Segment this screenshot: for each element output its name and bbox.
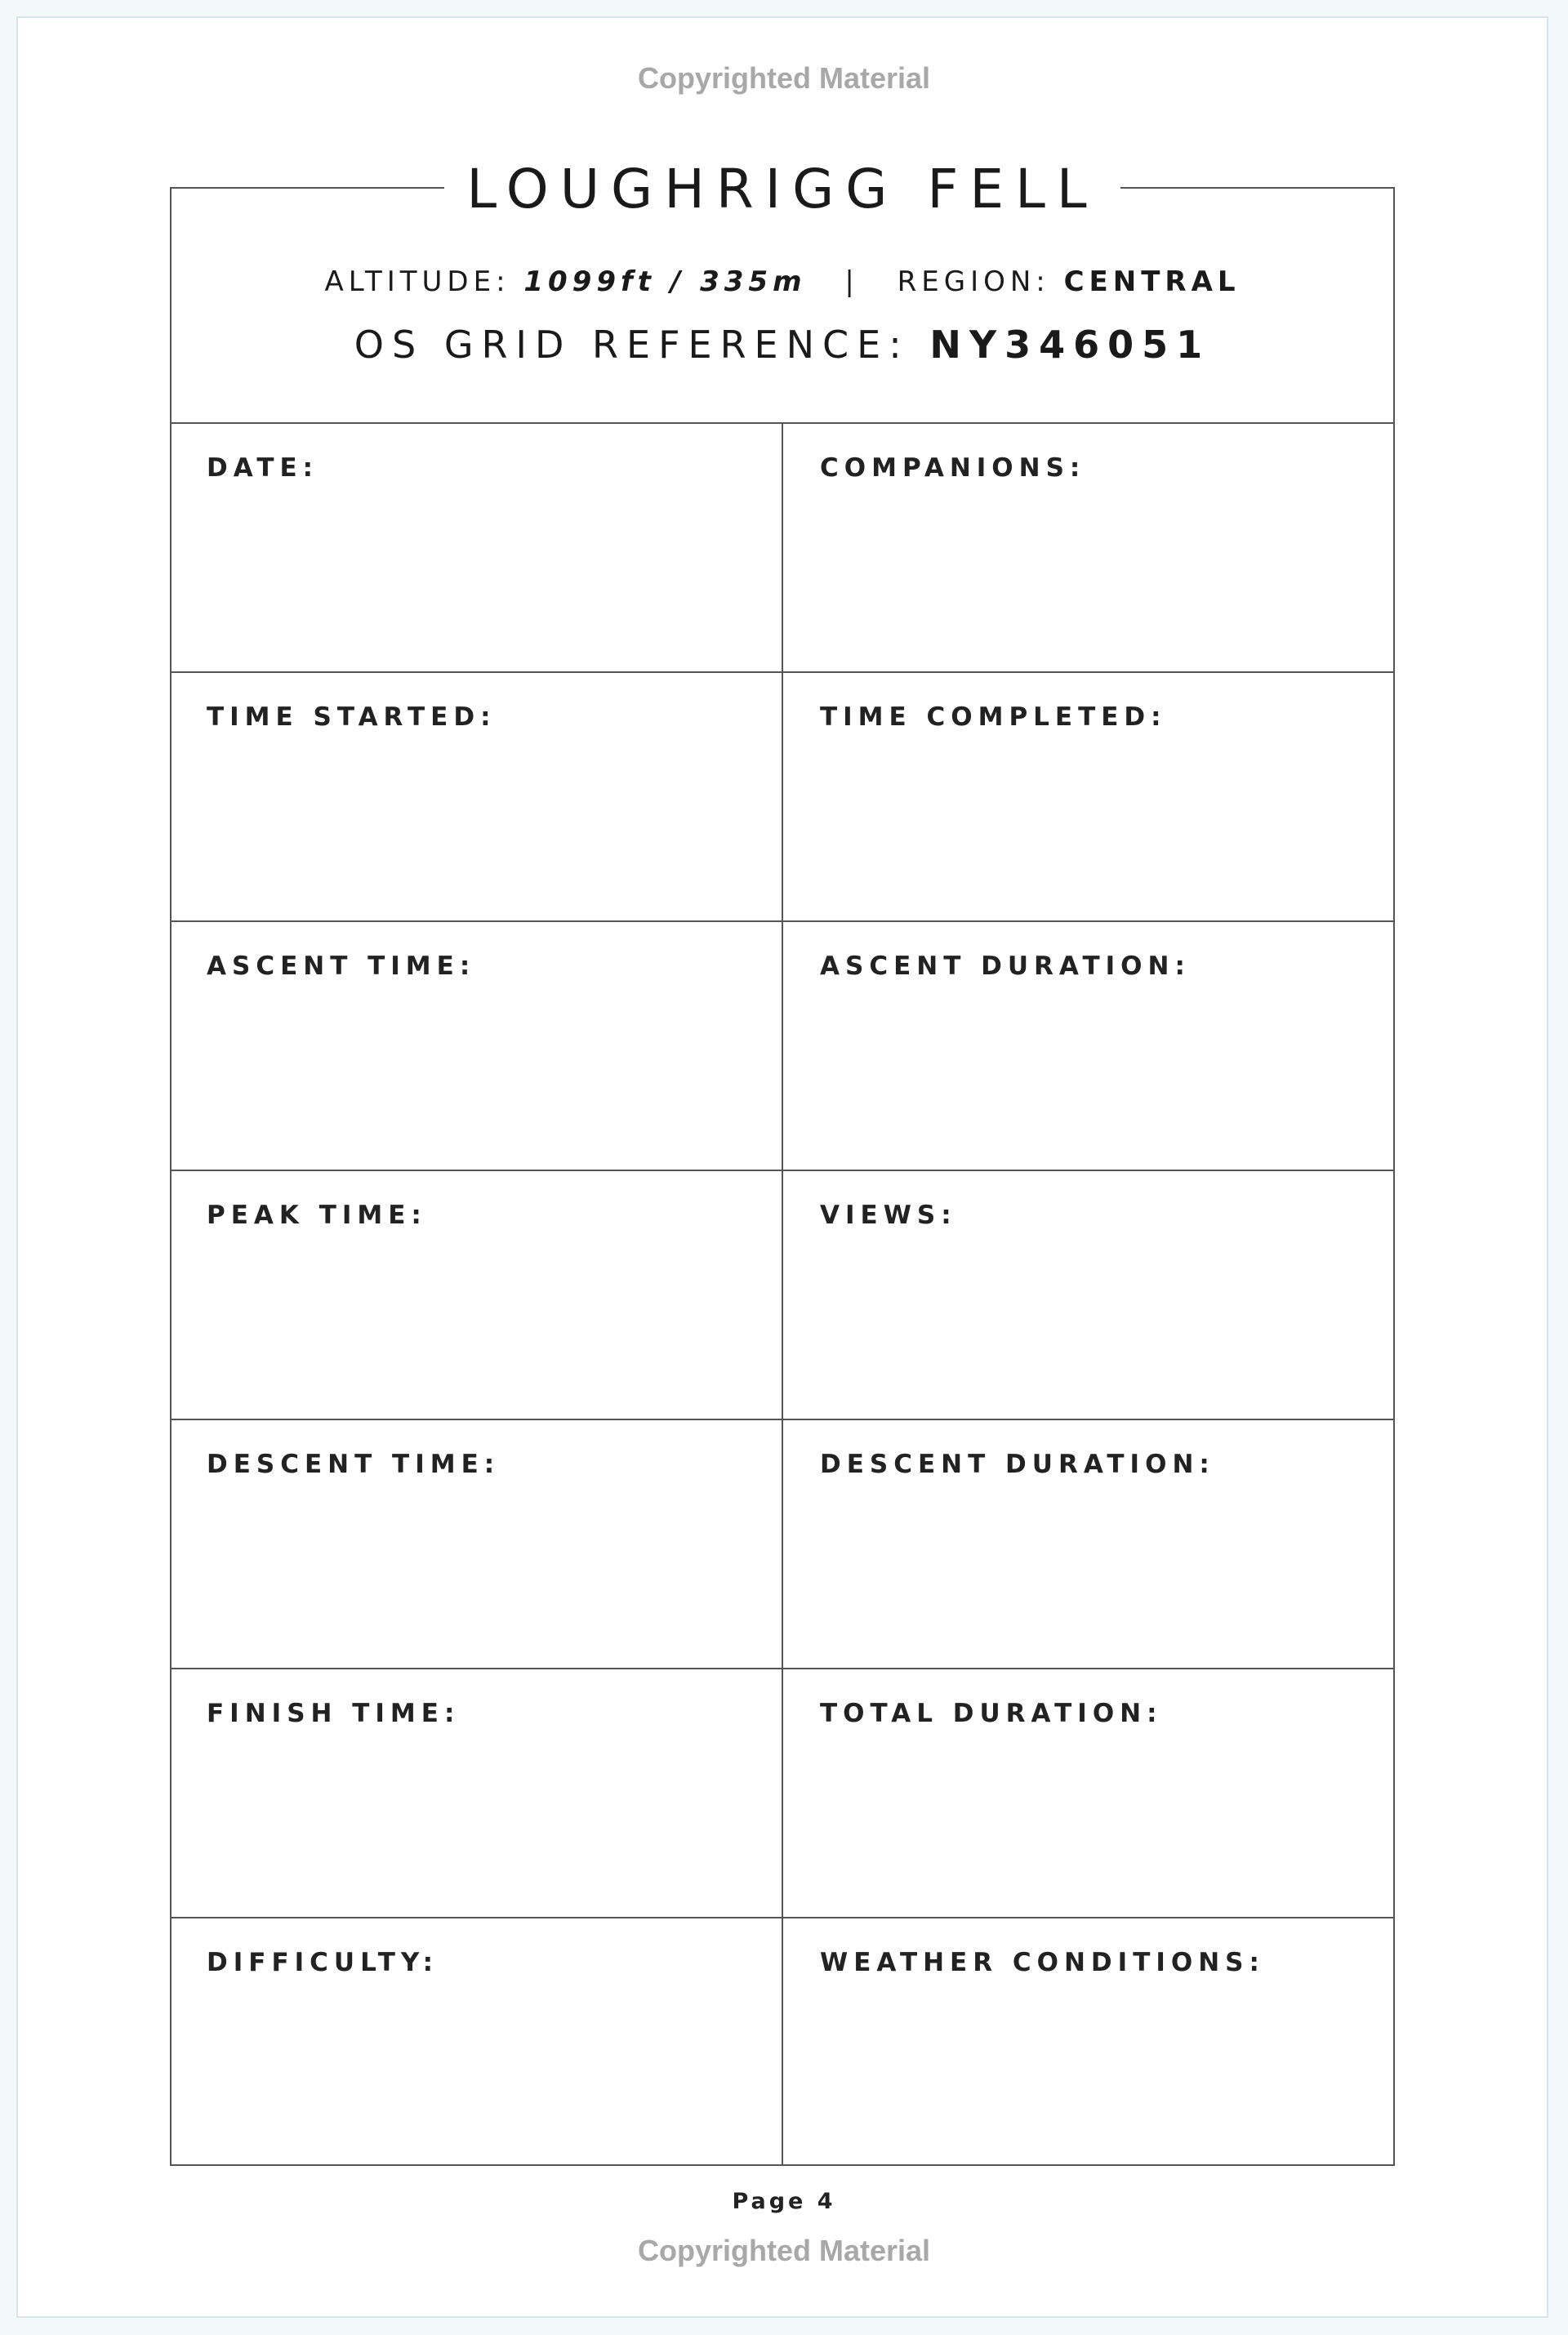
difficulty-cell[interactable]: [172, 1918, 783, 2164]
total-duration-cell[interactable]: [783, 1669, 1393, 1917]
grid-ref-label: OS GRID REFERENCE:: [354, 323, 910, 367]
table-row: [172, 1420, 1393, 1669]
log-table: [172, 424, 1393, 2164]
ascent-duration-cell[interactable]: [783, 922, 1393, 1170]
table-row: [172, 922, 1393, 1171]
date-cell[interactable]: [172, 424, 783, 671]
altitude-label: ALTITUDE:: [324, 265, 510, 298]
cell-label: TIME STARTED:: [207, 702, 497, 732]
cell-label: TIME COMPLETED:: [820, 702, 1167, 732]
cell-label: ASCENT DURATION:: [820, 951, 1191, 981]
table-row: [172, 673, 1393, 922]
views-cell[interactable]: [783, 1171, 1393, 1419]
cell-label: FINISH TIME:: [207, 1699, 461, 1728]
companions-cell[interactable]: [783, 424, 1393, 671]
time-started-cell[interactable]: [172, 673, 783, 920]
cell-label: PEAK TIME:: [207, 1201, 427, 1230]
descent-duration-cell[interactable]: [783, 1420, 1393, 1668]
region-value: CENTRAL: [1063, 265, 1241, 298]
cell-label: COMPANIONS:: [820, 453, 1086, 483]
cell-label: DESCENT DURATION:: [820, 1450, 1215, 1479]
copyright-watermark-bottom: Copyrighted Material: [637, 2234, 931, 2267]
weather-conditions-cell[interactable]: [783, 1918, 1393, 2164]
cell-label: TOTAL DURATION:: [820, 1699, 1163, 1728]
grid-reference-line: [172, 319, 1393, 371]
table-row: [172, 1918, 1393, 2164]
cell-label: DATE:: [207, 453, 319, 483]
time-completed-cell[interactable]: [783, 673, 1393, 920]
cell-label: DESCENT TIME:: [207, 1450, 501, 1479]
fell-title: LOUGHRIGG FELL: [466, 158, 1098, 221]
meta-separator: |: [844, 265, 859, 298]
descent-time-cell[interactable]: [172, 1420, 783, 1668]
table-row: [172, 1171, 1393, 1420]
cell-label: VIEWS:: [820, 1201, 957, 1230]
copyright-watermark-top: Copyrighted Material: [637, 61, 931, 95]
peak-time-cell[interactable]: [172, 1171, 783, 1419]
page-number: Page 4: [732, 2189, 836, 2214]
cell-label: DIFFICULTY:: [207, 1948, 439, 1977]
grid-ref-value: NY346051: [929, 323, 1211, 367]
altitude-region-line: [172, 261, 1393, 302]
altitude-value: 1099ft / 335m: [523, 265, 807, 298]
cell-label: ASCENT TIME:: [207, 951, 476, 981]
table-row: [172, 424, 1393, 673]
cell-label: WEATHER CONDITIONS:: [820, 1948, 1265, 1977]
region-label: REGION:: [897, 265, 1050, 298]
finish-time-cell[interactable]: [172, 1669, 783, 1917]
table-row: [172, 1669, 1393, 1918]
ascent-time-cell[interactable]: [172, 922, 783, 1170]
